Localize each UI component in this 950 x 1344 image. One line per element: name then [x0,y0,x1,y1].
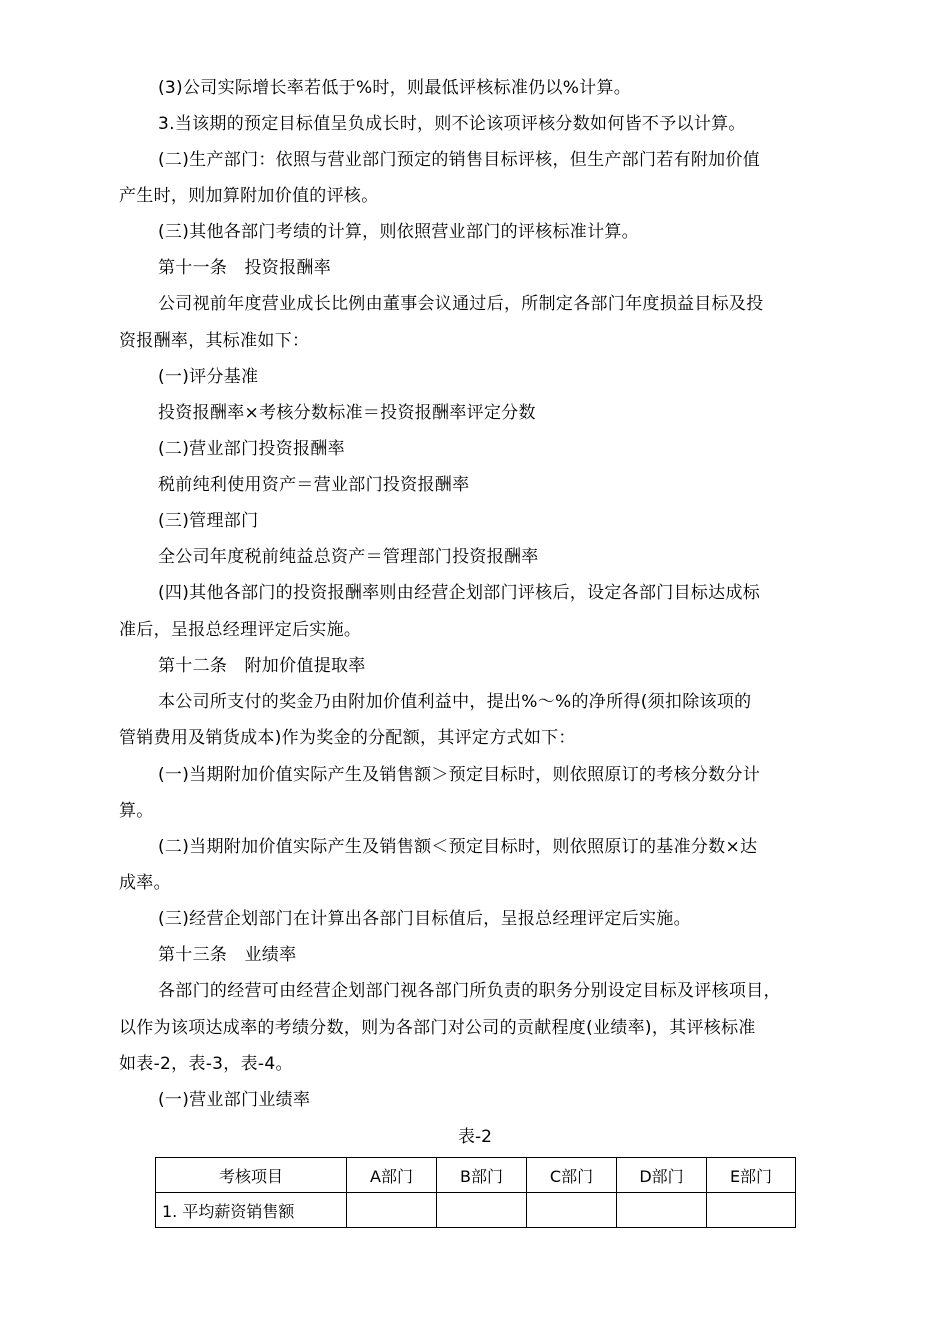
paragraph-line: (二)营业部门投资报酬率 [158,439,345,459]
table-cell-item: 1. 平均薪资销售额 [156,1193,347,1228]
formula-line: 税前纯利使用资产＝营业部门投资报酬率 [158,475,470,495]
paragraph-line: 成率。 [119,873,171,893]
header-item: 考核项目 [156,1158,347,1193]
paragraph-line: 以作为该项达成率的考绩分数，则为各部门对公司的贡献程度(业绩率)，其评核标准 [119,1018,756,1038]
paragraph-line: (三)其他各部门考绩的计算，则依照营业部门的评核标准计算。 [158,222,639,242]
header-dept-a: A部门 [347,1158,437,1193]
paragraph-line: 算。 [119,801,154,821]
paragraph-line: 资报酬率，其标准如下： [119,331,310,351]
paragraph-line: (一)当期附加价值实际产生及销售额＞预定目标时，则依照原订的考核分数分计 [158,765,761,785]
table-caption: 表-2 [458,1127,492,1147]
formula-line: 全公司年度税前纯益总资产＝管理部门投资报酬率 [158,547,539,567]
article-heading: 第十二条 附加价值提取率 [158,656,366,676]
paragraph-line: 产生时，则加算附加价值的评核。 [119,186,379,206]
paragraph-line: (一)营业部门业绩率 [158,1090,311,1110]
table-cell [437,1193,527,1228]
table-cell [347,1193,437,1228]
paragraph-line: 各部门的经营可由经营企划部门视各部门所负责的职务分别设定目标及评核项目， [158,981,781,1001]
formula-line: 投资报酬率×考核分数标准＝投资报酬率评定分数 [158,403,536,423]
table-cell [617,1193,707,1228]
paragraph-line: (一)评分基准 [158,367,259,387]
header-dept-e: E部门 [707,1158,796,1193]
table-cell [527,1193,617,1228]
article-heading: 第十三条 业绩率 [158,945,297,965]
paragraph-line: 本公司所支付的奖金乃由附加价值利益中，提出%～%的净所得(须扣除该项的 [158,692,752,712]
paragraph-line: 管销费用及销货成本)作为奖金的分配额，其评定方式如下： [119,728,576,748]
paragraph-line: 如表-2，表-3，表-4。 [119,1054,293,1074]
performance-table [155,1157,796,1228]
table-cell [707,1193,796,1228]
paragraph-line: (三)管理部门 [158,511,259,531]
header-dept-d: D部门 [617,1158,707,1193]
paragraph-line: (二)当期附加价值实际产生及销售额＜预定目标时，则依照原订的基准分数×达 [158,837,758,857]
paragraph-line: (二)生产部门：依照与营业部门预定的销售目标评核，但生产部门若有附加价值 [158,150,761,170]
header-dept-b: B部门 [437,1158,527,1193]
table-row [156,1193,796,1228]
paragraph-line: 3.当该期的预定目标值呈负成长时，则不论该项评核分数如何皆不予以计算。 [158,114,746,134]
paragraph-line: 公司视前年度营业成长比例由董事会议通过后，所制定各部门年度损益目标及投 [158,294,764,314]
paragraph-line: (三)经营企划部门在计算出各部门目标值后，呈报总经理评定后实施。 [158,909,691,929]
table-header-row [156,1158,796,1193]
paragraph-line: 准后，呈报总经理评定后实施。 [119,620,362,640]
paragraph-line: (3)公司实际增长率若低于%时，则最低评核标准仍以%计算。 [158,78,632,98]
paragraph-line: (四)其他各部门的投资报酬率则由经营企划部门评核后，设定各部门目标达成标 [158,583,761,603]
header-dept-c: C部门 [527,1158,617,1193]
article-heading: 第十一条 投资报酬率 [158,258,331,278]
